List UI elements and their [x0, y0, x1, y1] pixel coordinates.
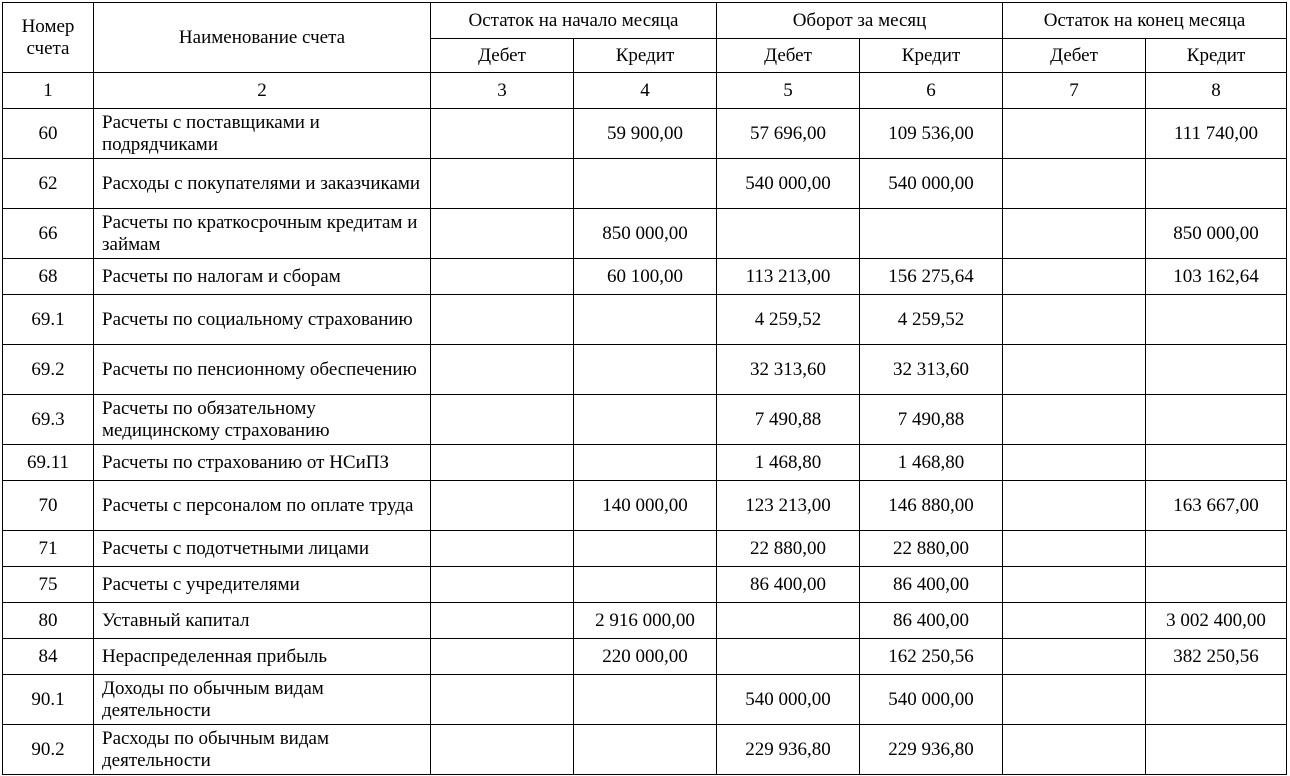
closing-debit-cell [1003, 603, 1146, 639]
opening-debit-cell [431, 295, 574, 345]
closing-debit-cell [1003, 109, 1146, 159]
closing-debit-cell [1003, 395, 1146, 445]
opening-debit-cell [431, 481, 574, 531]
turnover-credit-cell: 32 313,60 [860, 345, 1003, 395]
account-name-cell: Расчеты по краткосрочным кредитам и займам [94, 209, 431, 259]
closing-credit-cell: 163 667,00 [1146, 481, 1287, 531]
closing-credit-cell: 850 000,00 [1146, 209, 1287, 259]
opening-credit-cell [574, 725, 717, 775]
header-opening-balance: Остаток на начало месяца [431, 3, 717, 39]
account-name-cell: Расчеты по социальному страхованию [94, 295, 431, 345]
column-number: 7 [1003, 73, 1146, 109]
turnover-credit-cell: 86 400,00 [860, 567, 1003, 603]
account-name-cell: Расчеты с подотчетными лицами [94, 531, 431, 567]
turnover-credit-cell: 162 250,56 [860, 639, 1003, 675]
header-turnover-credit: Кредит [860, 39, 1003, 73]
turnover-credit-cell: 540 000,00 [860, 675, 1003, 725]
closing-debit-cell [1003, 531, 1146, 567]
closing-credit-cell [1146, 345, 1287, 395]
opening-debit-cell [431, 567, 574, 603]
opening-debit-cell [431, 445, 574, 481]
opening-debit-cell [431, 725, 574, 775]
turnover-credit-cell: 229 936,80 [860, 725, 1003, 775]
account-name-cell: Доходы по обычным видам деятельности [94, 675, 431, 725]
opening-credit-cell [574, 345, 717, 395]
account-no-cell: 69.1 [3, 295, 94, 345]
table-row [3, 603, 1287, 639]
opening-debit-cell [431, 675, 574, 725]
opening-debit-cell [431, 395, 574, 445]
closing-debit-cell [1003, 639, 1146, 675]
closing-debit-cell [1003, 481, 1146, 531]
table-row [3, 567, 1287, 603]
column-number: 6 [860, 73, 1003, 109]
account-no-cell: 60 [3, 109, 94, 159]
closing-debit-cell [1003, 259, 1146, 295]
header-account-no: Номер счета [3, 3, 94, 73]
table-row [3, 481, 1287, 531]
turnover-debit-cell: 123 213,00 [717, 481, 860, 531]
turnover-credit-cell: 540 000,00 [860, 159, 1003, 209]
account-name-cell: Расходы с покупателями и заказчиками [94, 159, 431, 209]
closing-credit-cell [1146, 445, 1287, 481]
opening-debit-cell [431, 259, 574, 295]
account-name-cell: Расчеты по налогам и сборам [94, 259, 431, 295]
account-no-cell: 66 [3, 209, 94, 259]
opening-credit-cell: 850 000,00 [574, 209, 717, 259]
closing-debit-cell [1003, 675, 1146, 725]
account-name-cell: Уставный капитал [94, 603, 431, 639]
turnover-debit-cell: 4 259,52 [717, 295, 860, 345]
table-row [3, 159, 1287, 209]
closing-debit-cell [1003, 159, 1146, 209]
table-row [3, 109, 1287, 159]
account-name-cell: Расчеты с учредителями [94, 567, 431, 603]
opening-debit-cell [431, 603, 574, 639]
turnover-credit-cell: 1 468,80 [860, 445, 1003, 481]
turnover-debit-cell: 229 936,80 [717, 725, 860, 775]
account-no-cell: 69.2 [3, 345, 94, 395]
closing-credit-cell: 111 740,00 [1146, 109, 1287, 159]
column-number: 4 [574, 73, 717, 109]
turnover-credit-cell: 146 880,00 [860, 481, 1003, 531]
closing-credit-cell: 3 002 400,00 [1146, 603, 1287, 639]
opening-debit-cell [431, 109, 574, 159]
turnover-balance-table [2, 2, 1287, 775]
account-name-cell: Расчеты с поставщиками и подрядчиками [94, 109, 431, 159]
closing-debit-cell [1003, 295, 1146, 345]
opening-credit-cell: 220 000,00 [574, 639, 717, 675]
column-number: 3 [431, 73, 574, 109]
closing-debit-cell [1003, 567, 1146, 603]
account-name-cell: Расчеты с персоналом по оплате труда [94, 481, 431, 531]
turnover-debit-cell: 22 880,00 [717, 531, 860, 567]
closing-credit-cell: 382 250,56 [1146, 639, 1287, 675]
column-number: 5 [717, 73, 860, 109]
closing-credit-cell [1146, 567, 1287, 603]
opening-credit-cell [574, 531, 717, 567]
turnover-credit-cell: 109 536,00 [860, 109, 1003, 159]
turnover-debit-cell [717, 639, 860, 675]
opening-debit-cell [431, 639, 574, 675]
opening-credit-cell: 60 100,00 [574, 259, 717, 295]
account-no-cell: 75 [3, 567, 94, 603]
account-name-cell: Расчеты по пенсионному обеспечению [94, 345, 431, 395]
closing-credit-cell [1146, 395, 1287, 445]
header-turnover: Оборот за месяц [717, 3, 1003, 39]
turnover-debit-cell: 540 000,00 [717, 159, 860, 209]
closing-credit-cell: 103 162,64 [1146, 259, 1287, 295]
closing-credit-cell [1146, 725, 1287, 775]
table-row [3, 295, 1287, 345]
closing-credit-cell [1146, 675, 1287, 725]
account-no-cell: 90.2 [3, 725, 94, 775]
account-name-cell: Нераспределенная прибыль [94, 639, 431, 675]
turnover-credit-cell: 22 880,00 [860, 531, 1003, 567]
account-no-cell: 62 [3, 159, 94, 209]
column-number: 8 [1146, 73, 1287, 109]
opening-debit-cell [431, 209, 574, 259]
column-number: 2 [94, 73, 431, 109]
opening-credit-cell [574, 395, 717, 445]
opening-credit-cell: 59 900,00 [574, 109, 717, 159]
opening-debit-cell [431, 345, 574, 395]
table-row [3, 639, 1287, 675]
account-no-cell: 70 [3, 481, 94, 531]
opening-debit-cell [431, 531, 574, 567]
header-turnover-debit: Дебет [717, 39, 860, 73]
table-row [3, 675, 1287, 725]
opening-credit-cell: 140 000,00 [574, 481, 717, 531]
header-closing-balance: Остаток на конец месяца [1003, 3, 1287, 39]
closing-debit-cell [1003, 445, 1146, 481]
turnover-credit-cell: 156 275,64 [860, 259, 1003, 295]
opening-credit-cell [574, 675, 717, 725]
header-opening-credit: Кредит [574, 39, 717, 73]
closing-credit-cell [1146, 295, 1287, 345]
opening-debit-cell [431, 159, 574, 209]
closing-debit-cell [1003, 209, 1146, 259]
table-row [3, 209, 1287, 259]
header-account-name: Наименование счета [94, 3, 431, 73]
closing-debit-cell [1003, 345, 1146, 395]
opening-credit-cell [574, 159, 717, 209]
account-no-cell: 80 [3, 603, 94, 639]
account-name-cell: Расходы по обычным видам деятельности [94, 725, 431, 775]
account-name-cell: Расчеты по страхованию от НСиПЗ [94, 445, 431, 481]
turnover-debit-cell: 7 490,88 [717, 395, 860, 445]
turnover-credit-cell: 4 259,52 [860, 295, 1003, 345]
closing-credit-cell [1146, 159, 1287, 209]
turnover-debit-cell: 86 400,00 [717, 567, 860, 603]
turnover-credit-cell: 86 400,00 [860, 603, 1003, 639]
turnover-debit-cell: 32 313,60 [717, 345, 860, 395]
account-no-cell: 68 [3, 259, 94, 295]
table-row [3, 395, 1287, 445]
turnover-credit-cell: 7 490,88 [860, 395, 1003, 445]
turnover-credit-cell [860, 209, 1003, 259]
opening-credit-cell [574, 567, 717, 603]
table-row [3, 259, 1287, 295]
account-no-cell: 71 [3, 531, 94, 567]
turnover-debit-cell [717, 209, 860, 259]
table-row [3, 445, 1287, 481]
turnover-debit-cell [717, 603, 860, 639]
header-closing-debit: Дебет [1003, 39, 1146, 73]
opening-credit-cell [574, 295, 717, 345]
table-row [3, 725, 1287, 775]
header-closing-credit: Кредит [1146, 39, 1287, 73]
turnover-debit-cell: 1 468,80 [717, 445, 860, 481]
account-name-cell: Расчеты по обязательному медицинскому страхованию [94, 395, 431, 445]
opening-credit-cell: 2 916 000,00 [574, 603, 717, 639]
turnover-debit-cell: 113 213,00 [717, 259, 860, 295]
closing-credit-cell [1146, 531, 1287, 567]
turnover-debit-cell: 57 696,00 [717, 109, 860, 159]
column-number-row [3, 73, 1287, 109]
table-row [3, 531, 1287, 567]
account-no-cell: 69.11 [3, 445, 94, 481]
account-no-cell: 90.1 [3, 675, 94, 725]
account-no-cell: 84 [3, 639, 94, 675]
account-no-cell: 69.3 [3, 395, 94, 445]
opening-credit-cell [574, 445, 717, 481]
turnover-debit-cell: 540 000,00 [717, 675, 860, 725]
header-opening-debit: Дебет [431, 39, 574, 73]
closing-debit-cell [1003, 725, 1146, 775]
table-row [3, 345, 1287, 395]
column-number: 1 [3, 73, 94, 109]
